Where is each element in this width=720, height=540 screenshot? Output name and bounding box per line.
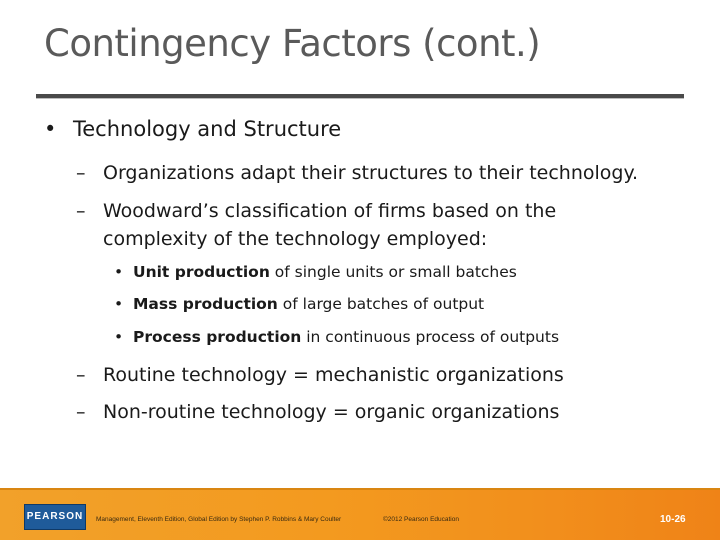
subbullet-text: Routine technology = mechanistic organizations (103, 364, 564, 386)
list-item-mass-production (114, 295, 484, 313)
footer-bar (0, 490, 720, 540)
bullet-glyph: • (114, 263, 124, 281)
subbullet-woodward-line2: complexity of the technology employed: (103, 228, 488, 250)
item-term: Mass production (133, 295, 278, 313)
bullet-text: Technology and Structure (73, 117, 342, 141)
bullet-glyph: • (114, 295, 124, 313)
subbullet-nonroutine (76, 401, 559, 423)
dash-glyph: – (76, 401, 86, 423)
bullet-technology-structure (44, 117, 341, 141)
item-term: Unit production (133, 263, 270, 281)
pearson-logo (24, 504, 86, 530)
subbullet-text: Non-routine technology = organic organizations (103, 401, 560, 423)
footer-copyright: ©2012 Pearson Education (383, 516, 459, 523)
bullet-glyph: • (114, 328, 124, 346)
subbullet-woodward (76, 200, 556, 222)
footer-credit: Management, Eleventh Edition, Global Edition by Stephen P. Robbins & Mary Coulter (96, 516, 342, 523)
subbullet-text-line1: Woodward’s classification of firms based on the (103, 200, 557, 222)
dash-glyph: – (76, 364, 86, 386)
subbullet-adapt (76, 162, 638, 184)
subbullet-text: Organizations adapt their structures to their technology. (103, 162, 639, 184)
list-item-unit-production (114, 263, 517, 281)
item-text: of single units or small batches (269, 263, 517, 281)
page-number: 10-26 (660, 514, 686, 525)
title-rule-shadow (36, 98, 684, 99)
dash-glyph: – (76, 162, 86, 184)
subbullet-routine (76, 364, 564, 386)
item-term: Process production (133, 328, 302, 346)
bullet-glyph: • (44, 117, 57, 141)
list-item-process-production (114, 328, 559, 346)
dash-glyph: – (76, 200, 86, 222)
pearson-logo-text: PEARSON (26, 511, 84, 522)
slide-title: Contingency Factors (cont.) (44, 22, 541, 65)
item-text: of large batches of output (277, 295, 485, 313)
item-text: in continuous process of outputs (301, 328, 560, 346)
